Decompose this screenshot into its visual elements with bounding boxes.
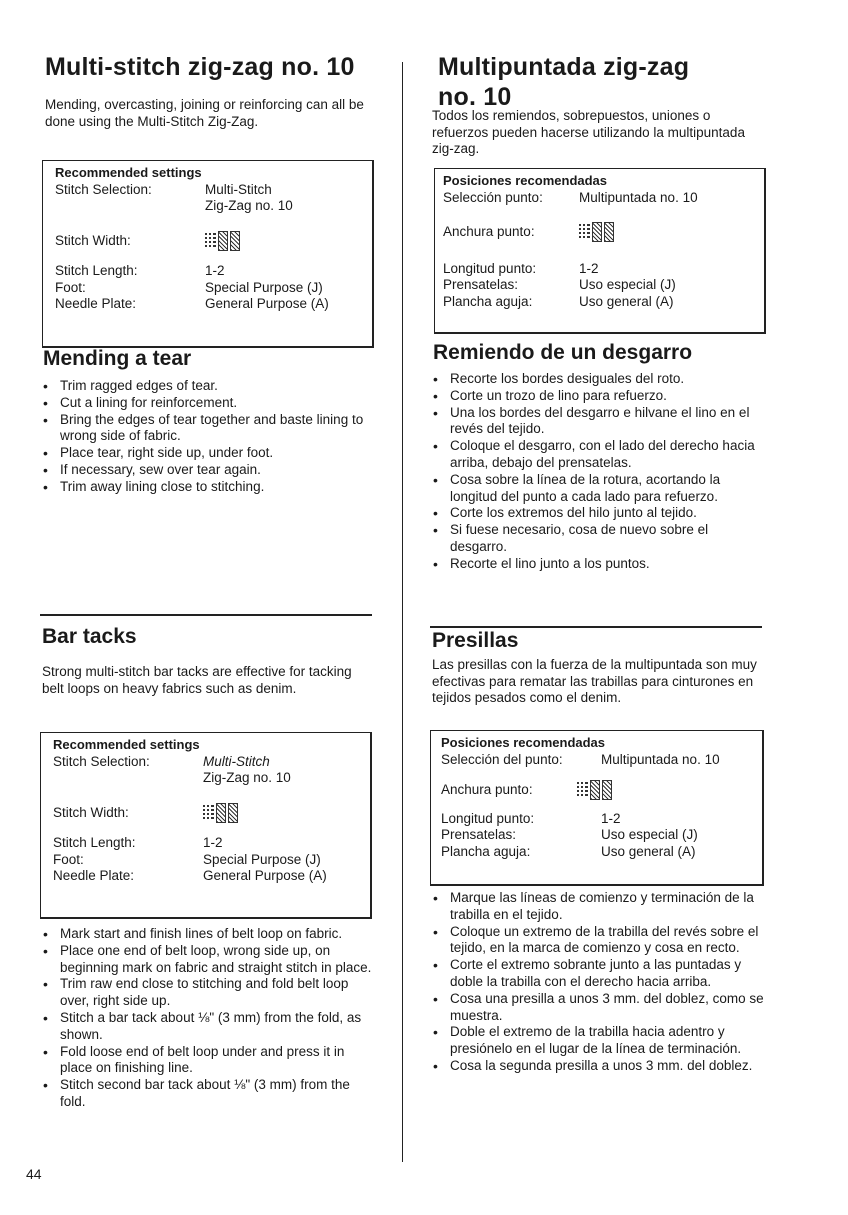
setting-label: Selección del punto:: [441, 751, 563, 767]
bar-tacks-title: Bar tacks: [42, 625, 137, 648]
setting-value: Multipuntada no. 10: [601, 751, 720, 767]
intro-text: Mending, overcasting, joining or reinforcing can all be done using the Multi-Stitch Zig-Zag.: [45, 97, 364, 129]
setting-value: Multi-Stitch: [203, 753, 270, 769]
setting-label: Foot:: [55, 279, 86, 295]
section-rule: [430, 626, 762, 628]
setting-label: Stitch Length:: [55, 263, 138, 278]
settings-title: Posiciones recomendadas: [443, 173, 608, 188]
setting-label: Longitud punto:: [441, 810, 535, 826]
mending-list: [430, 371, 764, 573]
setting-label: Stitch Width:: [53, 804, 129, 820]
setting-label: Anchura punto:: [443, 224, 535, 239]
presillas-list: [430, 890, 764, 1075]
setting-value: Zig-Zag no. 10: [205, 198, 293, 213]
stitch-width-icon: [203, 801, 362, 826]
setting-label: Prensatelas:: [441, 827, 517, 842]
list-item: • Recorte el lino junto a los puntos.: [430, 556, 764, 573]
setting-label: Longitud punto:: [443, 260, 537, 276]
stitch-width-icon: [579, 220, 756, 245]
list-item: • Coloque el desgarro, con el lado del derecho hacia arriba, debajo del prensatelas.: [430, 438, 764, 472]
list-item: • Bring the edges of tear together and baste lining to wrong side of fabric.: [40, 412, 375, 446]
setting-value: 1-2: [601, 810, 621, 826]
recommended-settings-box: [430, 730, 764, 886]
page-number: 44: [26, 1166, 42, 1182]
setting-value: General Purpose (A): [203, 868, 327, 883]
recommended-settings-box: [40, 732, 372, 919]
setting-label: Anchura punto:: [441, 782, 533, 797]
list-item: • Stitch second bar tack about ⅛" (3 mm) from the fold.: [40, 1077, 375, 1111]
setting-label: Stitch Width:: [55, 232, 131, 248]
recommended-settings-box: [434, 168, 766, 334]
recommended-settings-box: [42, 160, 374, 348]
setting-label: Plancha aguja:: [441, 843, 531, 859]
list-item: • Marque las líneas de comienzo y terminación de la trabilla en el tejido.: [430, 890, 764, 924]
setting-value: Uso especial (J): [601, 827, 698, 842]
list-item: • Trim ragged edges of tear.: [40, 378, 375, 395]
list-item: • Cosa sobre la línea de la rotura, acortando la longitud del punto a cada lado para refuerzo.: [430, 472, 764, 506]
list-item: • Cut a lining for reinforcement.: [40, 395, 375, 412]
setting-value: 1-2: [579, 260, 599, 276]
presillas-title: Presillas: [432, 629, 519, 652]
setting-value: Special Purpose (J): [203, 851, 321, 867]
list-item: • Una los bordes del desgarro e hilvane el lino en el revés del tejido.: [430, 405, 764, 439]
list-item: • Cosa una presilla a unos 3 mm. del doblez, como se muestra.: [430, 991, 764, 1025]
mending-title: Remiendo de un desgarro: [433, 341, 693, 364]
setting-value: 1-2: [203, 835, 223, 850]
setting-label: Needle Plate:: [53, 868, 135, 883]
section-title: Multipuntada zig-zag no. 10: [438, 53, 690, 111]
setting-value: Uso general (A): [579, 293, 674, 309]
list-item: • Place one end of belt loop, wrong side up, on beginning mark on fabric and straight stitch in place.: [40, 943, 375, 977]
list-item: • Stitch a bar tack about ⅛" (3 mm) from the fold, as shown.: [40, 1010, 375, 1044]
presillas-intro: Las presillas con la fuerza de la multipuntada son muy efectivas para rematar las trabillas para cinturones en tejidos pesados como el denim.: [432, 657, 757, 705]
settings-title: Posiciones recomendadas: [441, 735, 606, 750]
settings-title: Recommended settings: [55, 165, 202, 180]
list-item: • Cosa la segunda presilla a unos 3 mm. del doblez.: [430, 1058, 764, 1075]
setting-label: Stitch Selection:: [53, 753, 150, 769]
list-item: • Si fuese necesario, cosa de nuevo sobre el desgarro.: [430, 522, 764, 556]
list-item: • Coloque un extremo de la trabilla del revés sobre el tejido, en la marca de comienzo y cosa en recto.: [430, 924, 764, 958]
list-item: • Trim away lining close to stitching.: [40, 479, 375, 496]
list-item: • Recorte los bordes desiguales del roto.: [430, 371, 764, 388]
setting-value: General Purpose (A): [205, 296, 329, 311]
setting-value: Multipuntada no. 10: [579, 189, 698, 205]
column-divider: [402, 62, 403, 1162]
list-item: • Trim raw end close to stitching and fold belt loop over, right side up.: [40, 976, 375, 1010]
list-item: • Corte los extremos del hilo junto al tejido.: [430, 505, 764, 522]
settings-title: Recommended settings: [53, 737, 200, 752]
list-item: • Corte un trozo de lino para refuerzo.: [430, 388, 764, 405]
setting-value: Uso general (A): [601, 843, 696, 859]
stitch-width-icon: [205, 229, 364, 254]
setting-label: Needle Plate:: [55, 296, 137, 311]
list-item: • Corte el extremo sobrante junto a las puntadas y doble la trabilla con el derecho hacia arriba.: [430, 957, 764, 991]
section-rule: [40, 614, 372, 616]
mending-list: [40, 378, 375, 496]
setting-label: Selección punto:: [443, 189, 543, 205]
setting-value: 1-2: [205, 263, 225, 278]
setting-label: Stitch Length:: [53, 835, 136, 850]
setting-value: Multi-Stitch: [205, 181, 272, 197]
stitch-width-icon: [577, 778, 754, 803]
bar-tacks-list: [40, 926, 375, 1111]
setting-label: Stitch Selection:: [55, 181, 152, 197]
setting-label: Plancha aguja:: [443, 293, 533, 309]
setting-value: Uso especial (J): [579, 277, 676, 292]
intro-text: Todos los remiendos, sobrepuestos, uniones o refuerzos pueden hacerse utilizando la multipuntada zig-zag.: [432, 108, 745, 156]
setting-value: Zig-Zag no. 10: [203, 770, 291, 785]
list-item: • Doble el extremo de la trabilla hacia adentro y presiónelo en el lugar de la línea de terminación.: [430, 1024, 764, 1058]
section-title: Multi-stitch zig-zag no. 10: [45, 53, 355, 81]
setting-label: Prensatelas:: [443, 277, 519, 292]
setting-label: Foot:: [53, 851, 84, 867]
list-item: • Fold loose end of belt loop under and press it in place on finishing line.: [40, 1044, 375, 1078]
bar-tacks-intro: Strong multi-stitch bar tacks are effective for tacking belt loops on heavy fabrics such as denim.: [42, 664, 352, 696]
setting-value: Special Purpose (J): [205, 279, 323, 295]
mending-title: Mending a tear: [43, 347, 192, 370]
list-item: • Place tear, right side up, under foot.: [40, 445, 375, 462]
list-item: • Mark start and finish lines of belt loop on fabric.: [40, 926, 375, 943]
list-item: • If necessary, sew over tear again.: [40, 462, 375, 479]
